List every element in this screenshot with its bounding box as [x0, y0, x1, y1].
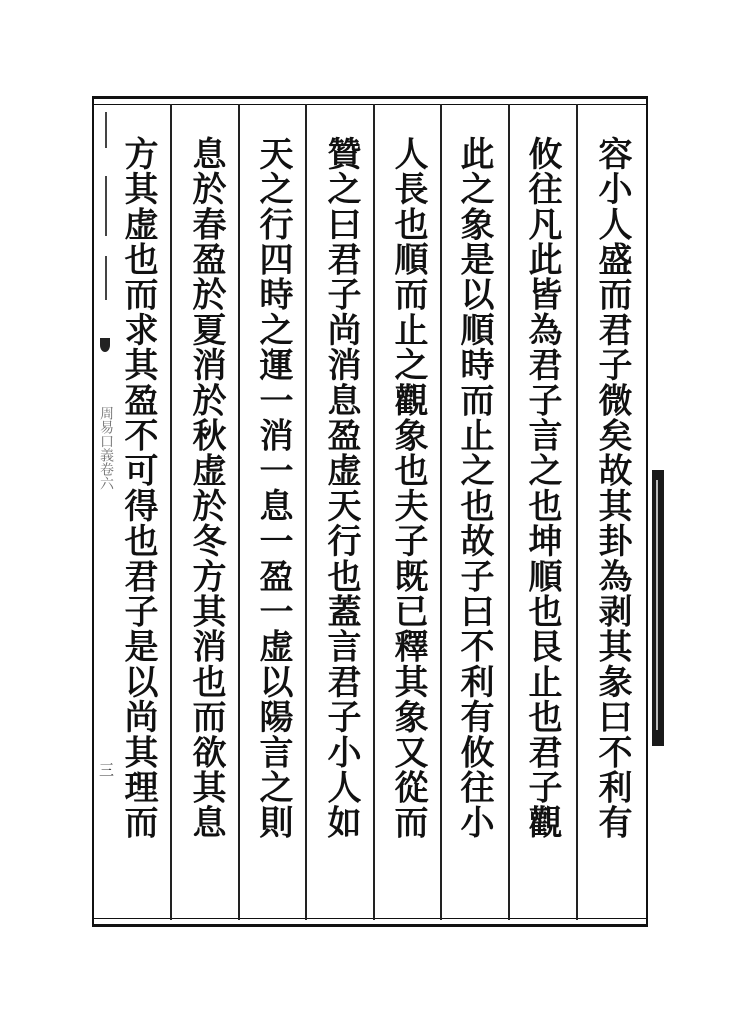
- column-divider: [508, 104, 510, 920]
- text-column: 容小人盛而君子微矣故其卦為剥其彖曰不利有: [592, 136, 632, 840]
- edge-tab-line: [656, 480, 658, 730]
- column-divider: [373, 104, 375, 920]
- border-bottom-inner: [92, 918, 648, 919]
- text-column: 方其虚也而求其盈不可得也君子是以尚其理而: [118, 136, 158, 840]
- column-divider: [170, 104, 172, 920]
- edge-tab: [652, 470, 664, 746]
- margin-mark: [105, 176, 107, 236]
- border-right: [646, 96, 648, 926]
- column-divider: [238, 104, 240, 920]
- margin-mark: [105, 256, 107, 300]
- margin-mark: [105, 112, 107, 148]
- text-column: 此之象是以順時而止之也故子曰不利有攸往小: [454, 136, 494, 840]
- border-bottom: [92, 924, 648, 927]
- text-column: 天之行四時之運一消一息一盈一虚以陽言之則: [253, 136, 293, 840]
- text-column: 攸往凡此皆為君子言之也坤順也艮止也君子觀: [522, 136, 562, 840]
- margin-page-number: 三: [97, 762, 115, 777]
- text-column: 息於春盈於夏消於秋虚於冬方其消也而欲其息: [186, 136, 226, 840]
- margin-title: 周易口義卷六: [98, 406, 114, 490]
- border-top: [92, 96, 648, 99]
- text-column: 贊之曰君子尚消息盈虚天行也蓋言君子小人如: [321, 136, 361, 840]
- column-divider: [440, 104, 442, 920]
- text-column: 人長也順而止之觀象也夫子既已釋其象又從而: [388, 136, 428, 840]
- column-divider: [576, 104, 578, 920]
- border-left: [92, 96, 94, 926]
- column-divider: [305, 104, 307, 920]
- border-top-inner: [92, 104, 648, 105]
